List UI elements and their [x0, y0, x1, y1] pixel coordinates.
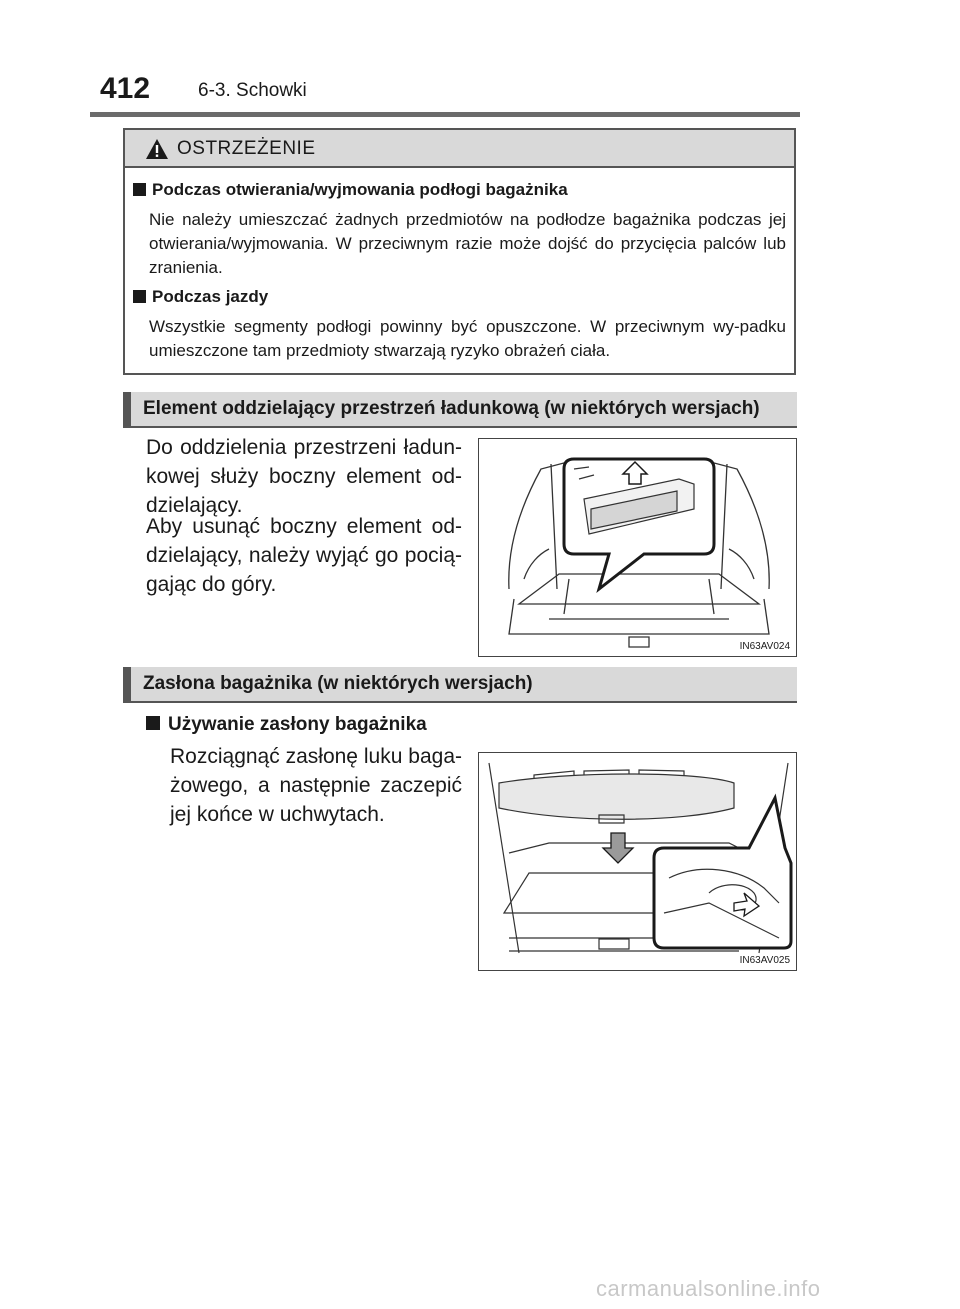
paragraph: Aby usunąć boczny element od-dzielający, należy wyjąć go pocią-gając do góry.: [146, 515, 462, 596]
paragraph: Do oddzielenia przestrzeni ładun-kowej służy boczny element od-dzielający.: [146, 436, 462, 517]
subheading-text: Używanie zasłony bagażnika: [168, 714, 427, 735]
figure-code: IN63AV024: [739, 641, 790, 652]
header-divider: [90, 112, 800, 117]
figure-luggage-divider: [478, 438, 797, 657]
warning-item-heading: [133, 180, 568, 200]
warning-box: [123, 128, 796, 375]
trunk-divider-illustration: [479, 439, 798, 658]
warning-item-heading: [133, 287, 268, 307]
chapter-section-title: 6-3. Schowki: [198, 80, 307, 101]
section-bar-divider: [123, 392, 797, 428]
warning-item-heading-text: Podczas otwierania/wyjmowania podłogi bagażnika: [152, 180, 568, 199]
section-title: Zasłona bagażnika (w niektórych wersjach): [143, 673, 533, 694]
watermark: carmanualsonline.info: [596, 1276, 821, 1301]
tonneau-cover-illustration: [479, 753, 798, 972]
bullet-square-icon: [133, 290, 146, 303]
warning-item-text: Wszystkie segmenty podłogi powinny być opuszczone. W przeciwnym wy-padku umieszczone tam przedmioty stwarzają ryzyko obrażeń ciała.: [149, 317, 786, 360]
warning-title: OSTRZEŻENIE: [177, 138, 316, 159]
bullet-square-icon: [146, 716, 160, 730]
section-bar-cover: [123, 667, 797, 703]
bullet-square-icon: [133, 183, 146, 196]
page-number: 412: [100, 72, 151, 105]
warning-item-text: Nie należy umieszczać żadnych przedmiotów na podłodze bagażnika podczas jej otwierania/wyjmowania. W przeciwnym razie może dojść do przycięcia palców lub zranienia.: [149, 210, 786, 277]
section-title: Element oddzielający przestrzeń ładunkową (w niektórych wersjach): [143, 398, 760, 419]
warning-header: [125, 130, 794, 168]
warning-triangle-icon: [145, 138, 169, 160]
figure-tonneau-cover: [478, 752, 797, 971]
paragraph: Rozciągnąć zasłonę luku baga-żowego, a następnie zaczepić jej końce w uchwytach.: [170, 745, 462, 826]
warning-item-heading-text: Podczas jazdy: [152, 287, 269, 306]
subheading: [146, 714, 427, 736]
figure-code: IN63AV025: [739, 955, 790, 966]
